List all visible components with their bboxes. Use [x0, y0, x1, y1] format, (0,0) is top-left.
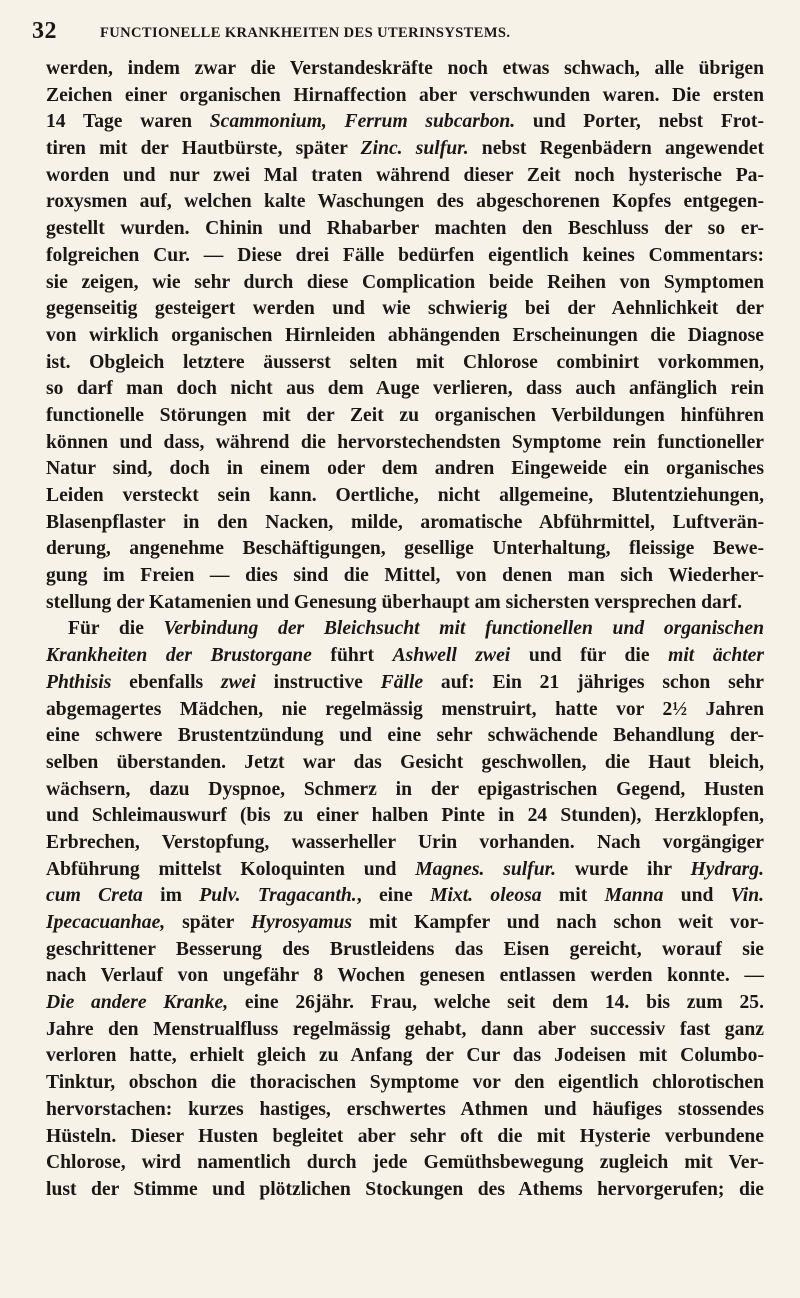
text-segment: gegenseitig gesteigert werden und wie schwierig bei der Aehnlichkeit der [46, 298, 764, 320]
text-segment: so darf man doch nicht aus dem Auge verlieren, dass auch anfänglich rein [46, 378, 764, 400]
text-line [46, 216, 764, 243]
text-line [46, 456, 764, 483]
text-segment: mit Kampfer und nach schon weit vor- [352, 912, 764, 933]
text-segment: und Porter, nebst Frot- [515, 111, 764, 133]
text-segment: Hüsteln. Dieser Husten begleitet aber sehr oft die mit Hysterie verbundene [46, 1125, 764, 1147]
running-head [32, 18, 764, 46]
text-segment: Chlorose, wird namentlich durch jede Gemüthsbewegung zugleich mit Ver- [46, 1152, 764, 1174]
text-line [46, 937, 764, 964]
text-segment: wurde ihr [556, 858, 691, 880]
text-line [46, 83, 764, 110]
text-segment: instructive [255, 671, 381, 693]
text-segment: Jahre den Menstrualfluss regelmässig gehabt, dann aber successiv fast ganz [46, 1018, 764, 1040]
text-segment: functionelle Störungen mit der Zeit zu organischen Verbildungen hinführen [46, 404, 764, 426]
italic-segment: Manna [604, 885, 664, 907]
text-segment: eine 26jähr. Frau, welche seit dem 14. bis zum 25. [228, 992, 764, 1014]
text-segment: derung, angenehme Beschäftigungen, gesellige Unterhaltung, fleissige Bewe- [46, 538, 764, 560]
text-segment: mit [541, 885, 605, 907]
text-line [46, 163, 764, 190]
body-text [46, 56, 764, 1204]
text-segment: hervorstachen: kurzes hastiges, erschwertes Athmen und häufiges stossendes [46, 1098, 764, 1120]
text-segment: Natur sind, doch in einem oder dem andren Eingeweide ein organisches [46, 458, 764, 480]
text-line [46, 296, 764, 323]
text-line [46, 857, 764, 884]
italic-segment: Magnes. sulfur. [415, 858, 557, 880]
text-line [46, 990, 764, 1017]
text-segment: folgreichen Cur. — Diese drei Fälle bedürfen eigentlich keines Commentars: [46, 244, 764, 266]
text-line [46, 1070, 764, 1097]
text-segment: Tinktur, obschon die thoracischen Symptome vor den eigentlich chlorotischen [46, 1072, 764, 1094]
text-line [46, 1017, 764, 1044]
text-segment: im [142, 885, 200, 907]
text-line [46, 590, 764, 617]
text-segment: ebenfalls [111, 671, 221, 693]
text-segment: Für die [68, 618, 164, 640]
text-line [46, 643, 764, 670]
italic-segment: cum Creta [46, 885, 143, 907]
text-segment: Leiden versteckt sein kann. Oertliche, nicht allgemeine, Blutentziehungen, [46, 485, 764, 506]
text-line [46, 616, 764, 643]
text-segment: nach Verlauf von ungefähr 8 Wochen genesen entlassen werden konnte. — [46, 965, 764, 987]
text-segment: ist. Obgleich letztere äusserst selten mit Chlorose combinirt vorkommen, [46, 351, 764, 373]
text-line [46, 109, 764, 136]
text-line [46, 510, 764, 537]
text-segment: und Schleimauswurf (bis zu einer halben Pinte in 24 Stunden), Herzklopfen, [46, 805, 764, 827]
text-line [46, 563, 764, 590]
text-line [46, 136, 764, 163]
text-line [46, 777, 764, 804]
text-segment: , eine [356, 885, 431, 907]
text-segment: nebst Regenbädern angewendet [468, 138, 764, 160]
text-line [46, 1124, 764, 1151]
text-line [46, 1177, 764, 1204]
italic-segment: Ashwell zwei [392, 645, 511, 667]
italic-segment: Krankheiten der Brustorgane [46, 645, 312, 667]
text-segment: und für die [510, 645, 669, 667]
text-line [46, 963, 764, 990]
text-line [46, 536, 764, 563]
text-line [46, 697, 764, 724]
running-title: FUNCTIONELLE KRANKHEITEN DES UTERINSYSTEMS. [100, 25, 511, 41]
text-line [46, 830, 764, 857]
text-line [46, 430, 764, 457]
text-segment: sie zeigen, wie sehr durch diese Complication beide Reihen von Symptomen [46, 271, 764, 293]
text-segment: selben überstanden. Jetzt war das Gesicht geschwollen, die Haut bleich, [46, 751, 764, 773]
text-line [46, 910, 764, 937]
text-line [46, 750, 764, 777]
italic-segment: Die andere Kranke, [46, 992, 229, 1014]
text-segment: geschrittener Besserung des Brustleidens das Eisen gereicht, worauf sie [46, 938, 764, 960]
text-segment: eine schwere Brustentzündung und eine sehr schwächende Behandlung der- [46, 725, 764, 747]
text-segment: abgemagertes Mädchen, nie regelmässig menstruirt, hatte vor 2½ Jahren [46, 698, 764, 720]
italic-segment: mit ächter [668, 645, 764, 667]
italic-segment: Ipecacuanhae, [46, 912, 166, 933]
italic-segment: Scammonium, Ferrum subcarbon. [209, 111, 516, 133]
text-segment: auf: Ein 21 jähriges schon sehr [423, 671, 764, 693]
text-segment: später [165, 912, 251, 933]
text-segment: verloren hatte, erhielt gleich zu Anfang der Cur das Jodeisen mit Columbo- [46, 1045, 764, 1067]
text-segment: roxysmen auf, welchen kalte Waschungen des abgeschorenen Kopfes entgegen- [46, 191, 764, 213]
italic-segment: Pulv. Tragacanth. [199, 885, 357, 907]
text-line [46, 1150, 764, 1177]
italic-segment: zwei [220, 671, 256, 693]
italic-segment: Phthisis [46, 671, 112, 693]
text-line [46, 376, 764, 403]
text-segment: lust der Stimme und plötzlichen Stockungen des Athems hervorgerufen; die [46, 1178, 764, 1200]
text-segment: werden, indem zwar die Verstandeskräfte noch etwas schwach, alle übrigen [46, 58, 764, 79]
italic-segment: Vin. [730, 885, 764, 907]
text-segment: von wirklich organischen Hirnleiden abhängenden Erscheinungen die Diagnose [46, 324, 764, 346]
text-line [46, 189, 764, 216]
text-segment: gung im Freien — dies sind die Mittel, von denen man sich Wiederher- [46, 565, 764, 587]
text-line [46, 323, 764, 350]
text-segment: und [663, 885, 731, 907]
text-line [46, 350, 764, 377]
italic-segment: Hyrosyamus [250, 912, 353, 933]
italic-segment: Verbindung der Bleichsucht mit functionellen und organischen [163, 618, 764, 640]
text-segment: 14 Tage waren [46, 111, 210, 133]
text-segment: tiren mit der Hautbürste, später [46, 138, 361, 160]
text-line [46, 883, 764, 910]
page-number: 32 [32, 18, 57, 44]
italic-segment: Hydrarg. [690, 858, 764, 880]
text-segment: können und dass, während die hervorstechendsten Symptome rein functioneller [46, 431, 764, 453]
text-line [46, 803, 764, 830]
text-segment: Zeichen einer organischen Hirnaffection aber verschwunden waren. Die ersten [46, 84, 764, 106]
text-segment: worden und nur zwei Mal traten während dieser Zeit noch hysterische Pa- [46, 164, 764, 186]
text-line [46, 1097, 764, 1124]
text-segment: stellung der Katamenien und Genesung überhaupt am sichersten versprechen darf. [46, 591, 742, 613]
italic-segment: Zinc. sulfur. [360, 138, 469, 160]
text-line [46, 483, 764, 510]
text-line [46, 1043, 764, 1070]
text-segment: Erbrechen, Verstopfung, wasserheller Urin vorhanden. Nach vorgängiger [46, 831, 764, 853]
text-line [46, 270, 764, 297]
text-segment: wächsern, dazu Dyspnoe, Schmerz in der epigastrischen Gegend, Husten [46, 778, 764, 800]
text-line [46, 56, 764, 83]
text-line [46, 723, 764, 750]
text-segment: Blasenpflaster in den Nacken, milde, aromatische Abführmittel, Luftverän- [46, 511, 764, 533]
text-line [46, 670, 764, 697]
text-segment: gestellt wurden. Chinin und Rhabarber machten den Beschluss der so er- [46, 218, 764, 240]
italic-segment: Mixt. oleosa [430, 885, 542, 907]
text-segment: führt [311, 645, 393, 667]
text-segment: Abführung mittelst Koloquinten und [46, 858, 416, 880]
text-line [46, 403, 764, 430]
italic-segment: Fälle [380, 671, 424, 693]
text-line [46, 243, 764, 270]
